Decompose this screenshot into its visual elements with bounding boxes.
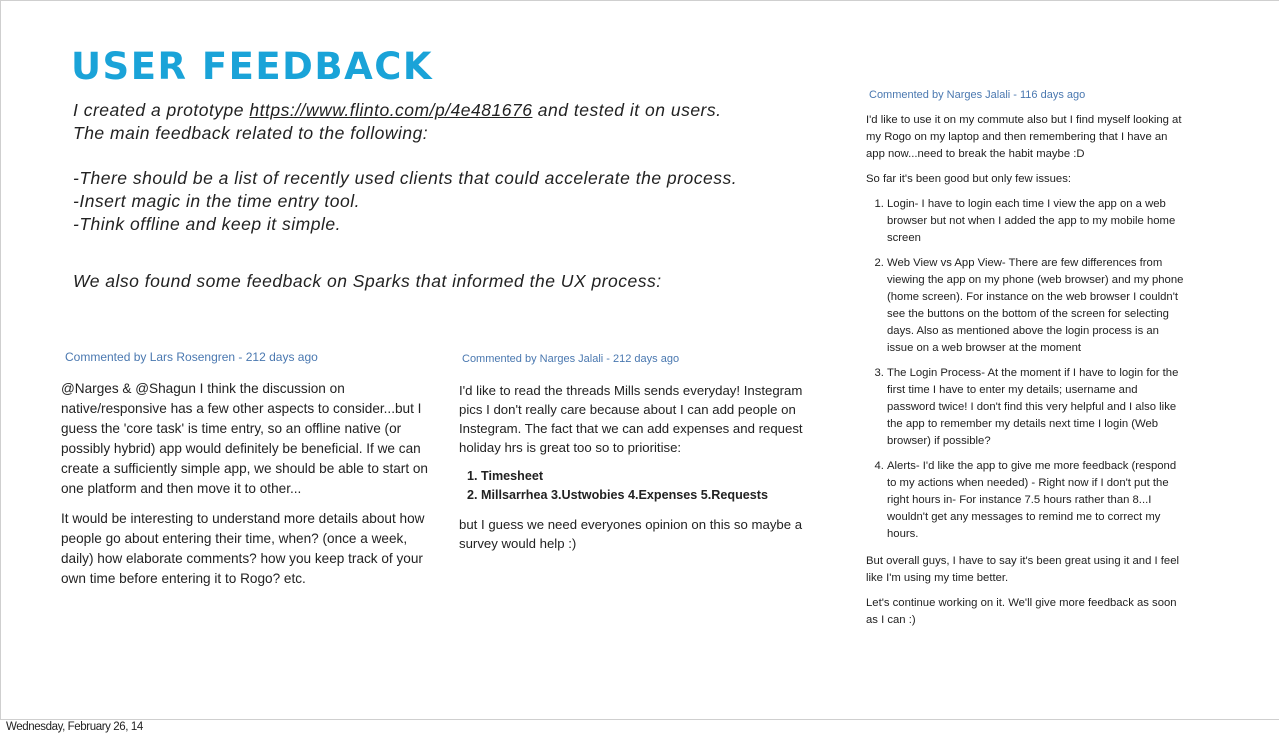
feedback-bullet: -Insert magic in the time entry tool. [73, 191, 360, 211]
comment-header: Commented by Narges Jalali - 212 days ago [462, 353, 680, 365]
comment-paragraph: But overall guys, I have to say it's been great using it and I feel like I'm using my time better. [866, 555, 1180, 584]
comment-narges-116 [866, 87, 1184, 637]
footer-date: Wednesday, February 26, 14 [6, 721, 143, 733]
intro-line-2: The main feedback related to the following: [73, 123, 429, 143]
comment-header: Commented by Lars Rosengren - 212 days ago [65, 350, 318, 364]
list-item: 2. Millsarrhea 3.Ustwobies 4.Expenses 5.Requests [481, 486, 811, 505]
list-item: 2. Web View vs App View- There are few differences from viewing the app on my phone (web browser) and my phone (home screen). For instance on the web browser I couldn't see the buttons on the bottom of the screen for selecting days. Also as mentioned above the login process is an issue on a web browser at the moment [887, 255, 1184, 357]
list-item: 1. Timesheet [481, 467, 811, 486]
comment-paragraph: I'd like to use it on my commute also but I find myself looking at my Rogo on my laptop and then remembering that I have an app now...need to break the habit maybe :D [866, 114, 1182, 160]
list-item: 4. Alerts- I'd like the app to give me more feedback (respond to my actions when needed) - Right now if I don't put the right hours in- For instance 7.5 hours rather than 8...I wouldn't get any messages to remind me to correct my hours. [887, 458, 1184, 543]
issues-list [866, 196, 1184, 543]
comment-paragraph: I'd like to read the threads Mills sends everyday! Instegram pics I don't really care because about I can add people on Instegram. The fact that we can add expenses and request holiday hrs is great too so to prioritise: [459, 383, 803, 455]
feedback-bullet: -Think offline and keep it simple. [73, 214, 341, 234]
list-item: 3. The Login Process- At the moment if I have to login for the first time I have to enter my details; username and password twice! I don't find this very helpful and I also like the app to remember my details next time I login (Web browser) if possible? [887, 365, 1184, 450]
list-item: 1. Login- I have to login each time I view the app on a web browser but not when I added the app to my mobile home screen [887, 196, 1184, 247]
prototype-link[interactable]: https://www.flinto.com/p/4e481676 [249, 100, 533, 120]
comment-paragraph: So far it's been good but only few issues: [866, 173, 1071, 185]
priority-list [459, 467, 811, 505]
intro-text [73, 99, 773, 293]
comment-narges-212 [459, 350, 811, 563]
intro-suffix: and tested it on users. [532, 100, 722, 120]
intro-line-1 [73, 99, 773, 122]
comment-paragraph: Let's continue working on it. We'll give more feedback as soon as I can :) [866, 597, 1177, 626]
feedback-bullet: -There should be a list of recently used clients that could accelerate the process. [73, 168, 738, 188]
slide-title: USER FEEDBACK [71, 45, 434, 88]
comment-paragraph: @Narges & @Shagun I think the discussion on native/responsive has a few other aspects to consider...but I guess the 'core task' is time entry, so an offline native (or possibly hybrid) app would definitely be beneficial. If we can create a sufficiently simple app, we should be able to start on one platform and then move it to other... [61, 381, 428, 496]
comment-paragraph: It would be interesting to understand more details about how people go about entering their time, when? (once a week, daily) how elaborate comments? how you keep track of your own time before entering it to Rogo? etc. [61, 511, 425, 586]
intro-prefix: I created a prototype [73, 100, 250, 120]
comment-paragraph: but I guess we need everyones opinion on this so maybe a survey would help :) [459, 517, 803, 551]
comment-header: Commented by Narges Jalali - 116 days ago [869, 89, 1086, 101]
intro-closing: We also found some feedback on Sparks that informed the UX process: [73, 271, 662, 291]
comment-lars [61, 347, 431, 599]
